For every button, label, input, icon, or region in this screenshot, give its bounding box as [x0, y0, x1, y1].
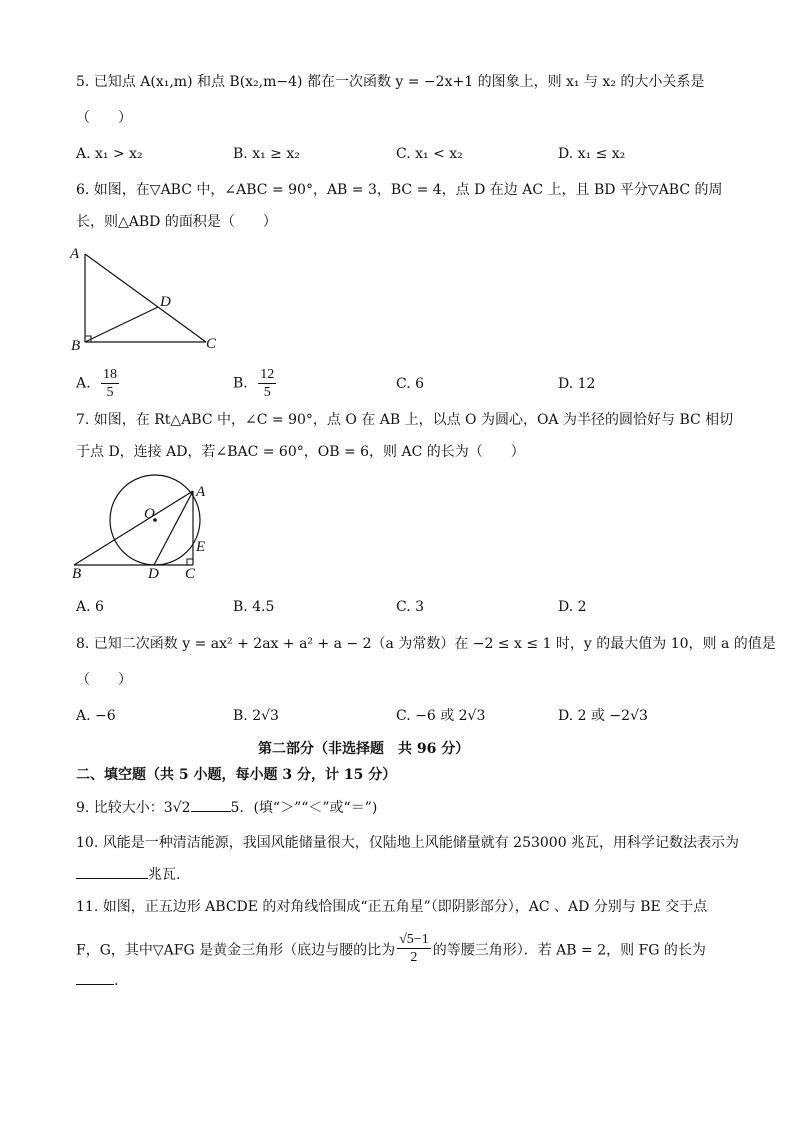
q10-stem-line2: [76, 864, 180, 885]
q9-suffix: 5．(填“＞”“＜”或“＝”): [230, 800, 378, 816]
q8-option-c[interactable]: C. −6 或 2√3: [396, 708, 486, 724]
q7-label-d: D: [148, 566, 159, 582]
q6-stem-line2: 长，则△ABD 的面积是（ ）: [76, 214, 277, 230]
q7-option-d[interactable]: D. 2: [558, 599, 587, 615]
q6-label-c: C: [206, 336, 217, 352]
q6-option-a[interactable]: A. $\frac{18}{5}$: [76, 367, 118, 400]
q7-option-b[interactable]: B. 4.5: [233, 599, 275, 615]
q5-option-d[interactable]: D. x₁ ≤ x₂: [558, 146, 626, 162]
q11-suffix: .: [114, 973, 119, 989]
q6-figure: [66, 244, 226, 356]
q7-stem-line1: 7. 如图，在 Rt△ABC 中，∠C = 90°，点 O 在 AB 上，以点 O 为圆心，OA 为半径的圆恰好与 BC 相切: [76, 412, 734, 428]
q7-label-b: B: [72, 566, 82, 582]
q10-answer-blank[interactable]: [76, 864, 148, 879]
q6-stem-line1: 6. 如图，在▽ABC 中，∠ABC = 90°，AB = 3，BC = 4，点 D 在边 AC 上，且 BD 平分▽ABC 的周: [76, 182, 723, 198]
q8-bracket: （ ）: [76, 672, 132, 688]
q7-label-a: A: [196, 484, 206, 500]
q5-option-b[interactable]: B. x₁ ≥ x₂: [233, 146, 300, 162]
q8-option-a[interactable]: A. −6: [76, 708, 116, 724]
q11-stem-line3: [76, 970, 118, 991]
q5-option-c[interactable]: C. x₁ < x₂: [396, 146, 463, 162]
q11-line2-a: F，G，其中▽AFG 是黄金三角形（底边与腰的比为: [76, 942, 396, 959]
golden-ratio-fraction: $\frac{√5-1}{2}$: [399, 932, 429, 965]
q11-stem-line1: 11. 如图，正五边形 ABCDE 的对角线恰围成“正五角星”（即阴影部分），AC 、AD 分别与 BE 交于点: [76, 899, 708, 915]
q7-label-c: C: [185, 566, 196, 582]
q6-label-d: D: [160, 294, 171, 310]
q6-option-b[interactable]: B. $\frac{12}{5}$: [233, 367, 275, 400]
q10-suffix: 兆瓦.: [148, 867, 181, 883]
q6-label-a: A: [70, 246, 80, 262]
q8-stem: 8. 已知二次函数 y = ax² + 2ax + a² + a − 2（a 为常数）在 −2 ≤ x ≤ 1 时，y 的最大值为 10，则 a 的值是: [76, 636, 776, 652]
q9-prefix: 9. 比较大小：3√2: [76, 800, 191, 816]
q6-option-d[interactable]: D. 12: [558, 376, 596, 392]
q7-stem-line2: 于点 D，连接 AD，若∠BAC = 60°，OB = 6，则 AC 的长为（ ）: [76, 444, 525, 460]
q10-stem-line1: 10. 风能是一种清洁能源，我国风能储量很大，仅陆地上风能储量就有 253000 兆瓦，用科学记数法表示为: [76, 835, 740, 851]
q7-option-c[interactable]: C. 3: [396, 599, 425, 615]
section2-title: 二、填空题（共 5 小题，每小题 3 分，计 15 分）: [76, 767, 397, 783]
q7-option-a[interactable]: A. 6: [76, 599, 104, 615]
part2-title: 第二部分（非选择题 共 96 分）: [258, 741, 470, 757]
q7-label-e: E: [196, 539, 206, 555]
q6-label-b: B: [71, 338, 81, 354]
q9-stem: [76, 797, 377, 818]
q6-option-c[interactable]: C. 6: [396, 376, 425, 392]
q5-bracket: （ ）: [76, 110, 132, 126]
q8-option-d[interactable]: D. 2 或 −2√3: [558, 708, 648, 724]
q5-option-a[interactable]: A. x₁ > x₂: [76, 146, 143, 162]
q11-line2-b: 的等腰三角形）．若 AB = 2，则 FG 的长为: [432, 942, 706, 959]
q11-answer-blank[interactable]: [76, 970, 114, 985]
q5-stem: 5. 已知点 A(x₁,m) 和点 B(x₂,m−4) 都在一次函数 y = −2x+1 的图象上，则 x₁ 与 x₂ 的大小关系是: [76, 74, 705, 90]
q8-option-b[interactable]: B. 2√3: [233, 708, 279, 724]
q7-figure: [66, 470, 216, 584]
q9-answer-blank[interactable]: [191, 797, 231, 812]
q7-label-o: O: [144, 506, 155, 522]
q11-stem-line2: [76, 933, 706, 968]
